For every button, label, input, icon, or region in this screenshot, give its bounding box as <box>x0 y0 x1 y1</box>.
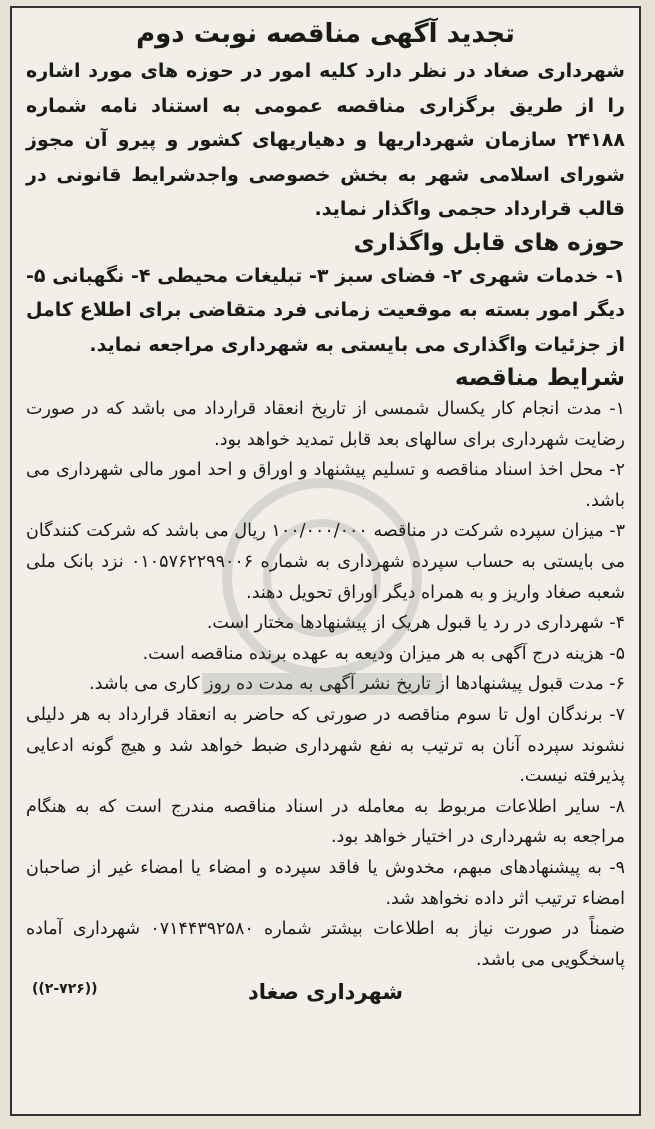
condition-item: ۷- برندگان اول تا سوم مناقصه در صورتی که حاضر به انعقاد قرارداد به هر دلیلی نشوند سپرده آنان به ترتیب به نفع شهرداری ضبط خواهد شد و هیچ گونه ادعایی پذیرفته نیست. <box>26 704 625 787</box>
notice-code: ((۲-۷۲۶)) <box>32 981 98 998</box>
conditions-list <box>26 394 625 914</box>
condition-item: ۸- سایر اطلاعات مربوط به معامله در اسناد مناقصه مندرج است که به هنگام مراجعه به شهرداری در اختیار خواهد بود. <box>26 796 625 848</box>
signature: شهرداری صغاد <box>247 980 403 1005</box>
condition-item: ۵- هزینه درج آگهی به هر میزان ودیعه به عهده برنده مناقصه است. <box>142 643 625 664</box>
condition-item: ۶- مدت قبول پیشنهادها از تاریخ نشر آگهی به مدت ده روز کاری می باشد. <box>89 674 625 695</box>
areas-heading: حوزه های قابل واگذاری <box>353 229 625 256</box>
condition-item: ۱- مدت انجام کار یکسال شمسی از تاریخ انعقاد قرارداد می باشد که در صورت رضایت شهرداری برای سالهای بعد قابل تمدید خواهد بود. <box>26 399 625 450</box>
page-title: تجدید آگهی مناقصه نوبت دوم <box>136 19 515 49</box>
condition-item: ۹- به پیشنهادهای مبهم، مخدوش یا فاقد سپرده و امضاء یا امضاء غیر از صاحبان امضاء ترتیب اثر داده نخواهد شد. <box>26 857 625 909</box>
condition-item: ۴- شهرداری در رد یا قبول هریک از پیشنهادها مختار است. <box>206 613 625 634</box>
condition-item: ۳- میزان سپرده شرکت در مناقصه ۱۰۰/۰۰۰/۰۰۰ ریال می باشد که شرکت کنندگان می بایستی به حساب سپرده شهرداری به شماره ۰۱۰۵۷۶۲۲۹۹۰۰۶ نزد بانک ملی شعبه صغاد واریز و به همراه دیگر اوراق تحویل دهند. <box>26 521 625 603</box>
condition-item: ۲- محل اخذ اسناد مناقصه و تسلیم پیشنهاد و اوراق و احد امور مالی شهرداری می باشد. <box>26 460 625 511</box>
contact-paragraph: ضمناً در صورت نیاز به اطلاعات بیشتر شماره ۰۷۱۴۴۳۹۲۵۸۰ شهرداری آماده پاسخگویی می باشد. <box>26 919 625 970</box>
areas-paragraph: ۱- خدمات شهری ۲- فضای سبز ۳- تبلیغات محیطی ۴- نگهبانی ۵- دیگر امور بسته به موقعیت زمانی فرد متقاضی برای اطلاع کامل از جزئیات واگذاری می بایستی به شهرداری مراجعه نماید. <box>26 264 625 356</box>
conditions-heading: شرایط مناقصه <box>454 365 625 391</box>
intro-paragraph: شهرداری صغاد در نظر دارد کلیه امور در حوزه های مورد اشاره را از طریق برگزاری مناقصه عمومی به استناد نامه شماره ۲۴۱۸۸ سازمان شهرداریها و دهیاریهای کشور و پیرو آن مجوز شورای اسلامی شهر به بخش خصوصی واجدشرایط قانونی در قالب قرارداد حجمی واگذار نماید. <box>26 60 625 220</box>
footer <box>26 977 625 1007</box>
notice-page <box>10 6 641 1116</box>
